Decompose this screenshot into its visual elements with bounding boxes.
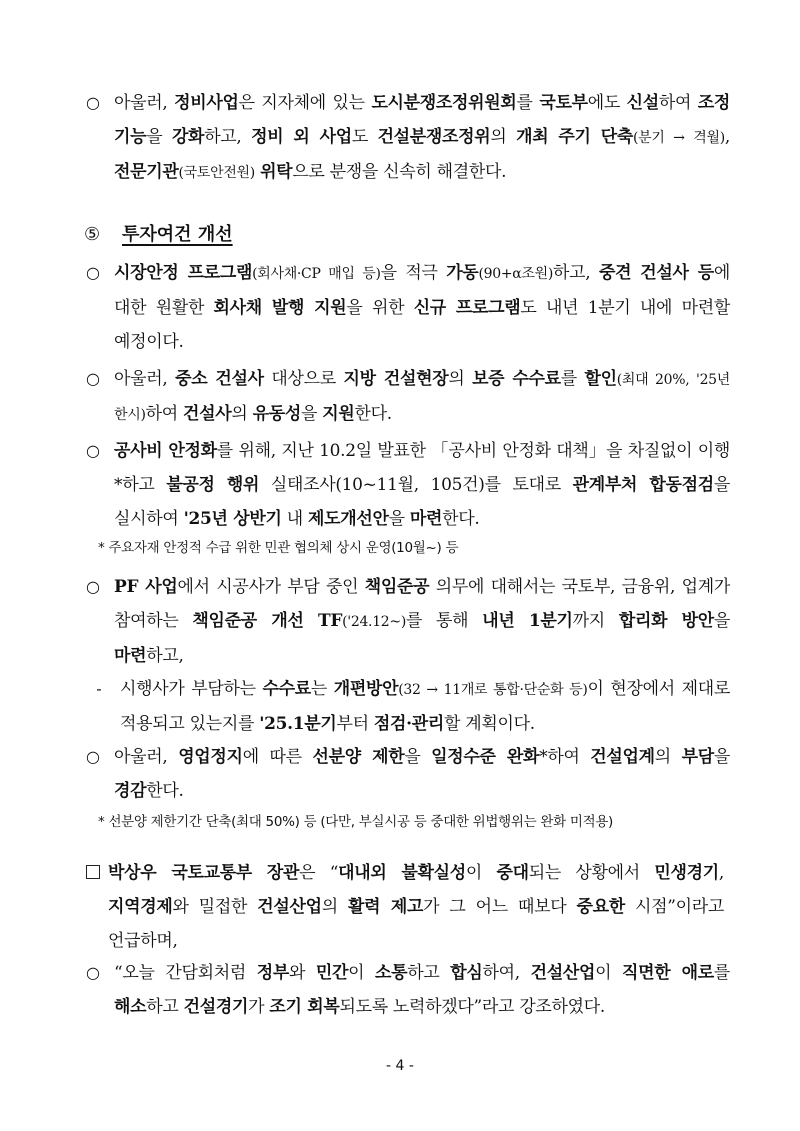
bullet-presale-limit: [0, 740, 800, 808]
footnote-presale: [0, 810, 800, 834]
bullet-guarantee-fee: [0, 362, 800, 432]
section-title: 투자여건 개선: [122, 224, 233, 245]
section-number: ⑤: [84, 224, 101, 245]
bullet-marker: ○: [86, 441, 100, 460]
paragraph-text: 아울러, 정비사업은 지자체에 있는 도시분쟁조정위원회를 국토부에도 신설하여 조정 기능을 강화하고, 정비 외 사업도 건설분쟁조정위의 개최 주기 단축(분기 → 격월), 전문기관(국토안전원) 위탁으로 분쟁을 신속히 해결한다.: [114, 93, 731, 182]
paragraph-text: 박상우 국토교통부 장관은 “대내외 불확실성이 중대되는 상황에서 민생경기, 지역경제와 밀접한 건설산업의 활력 제고가 그 어느 때보다 중요한 시점”이라고 언급하며,: [108, 863, 725, 951]
paragraph-text: “오늘 간담회처럼 정부와 민간이 소통하고 합심하여, 건설산업이 직면한 애로를 해소하고 건설경기가 조기 회복되도록 노력하겠다”라고 강조하였다.: [114, 963, 730, 1017]
paragraph-text: PF 사업에서 시공사가 부담 중인 책임준공 의무에 대해서는 국토부, 금융위, 업계가 참여하는 책임준공 개선 TF('24.12~)를 통해 내년 1분기까지 합리화 방안을 마련하고,: [114, 577, 731, 666]
subbullet-fee-reform: [0, 672, 800, 741]
bullet-construction-cost: [0, 434, 800, 536]
footnote-text: * 선분양 제한기간 단축(최대 50%) 등 (다만, 부실시공 등 중대한 위법행위는 완화 미적용): [98, 814, 614, 830]
bullet-marker: ○: [86, 577, 100, 596]
bullet-pf-responsibility: [0, 570, 800, 673]
dash-marker: -: [96, 679, 102, 698]
footnote-text: * 주요자재 안정적 수급 위한 민관 협의체 상시 운영(10월~) 등: [98, 540, 459, 556]
bullet-market-stability: [0, 256, 800, 359]
checkbox-marker: [78, 856, 108, 879]
paragraph-text: 시행사가 부담하는 수수료는 개편방안(32 → 11개로 통합·단순화 등)이 현장에서 제대로 적용되고 있는지를 '25.1분기부터 점검·관리할 계획이다.: [120, 679, 730, 734]
minister-statement: [0, 856, 800, 958]
bullet-marker: ○: [86, 93, 100, 112]
bullet-marker: ○: [86, 369, 100, 388]
bullet-marker: ○: [86, 263, 100, 282]
bullet-marker: ○: [86, 747, 100, 766]
paragraph-text: 아울러, 중소 건설사 대상으로 지방 건설현장의 보증 수수료를 할인(최대 20%, '25년 한시)하여 건설사의 유동성을 지원한다.: [114, 369, 731, 424]
paragraph-text: 공사비 안정화를 위해, 지난 10.2일 발표한 「공사비 안정화 대책」을 차질없이 이행*하고 불공정 행위 실태조사(10~11월, 105건)를 토대로 관계부처 합동점검을 실시하여 '25년 상반기 내 제도개선안을 마련한다.: [114, 441, 730, 529]
page-number: - 4 -: [386, 1058, 414, 1074]
bullet-minister-quote: [0, 956, 800, 1024]
bullet-dispute-mediation: [0, 86, 800, 190]
footnote-materials: [0, 536, 800, 560]
paragraph-text: 시장안정 프로그램(회사채·CP 매입 등)을 적극 가동(90+α조원)하고, 중견 건설사 등에 대한 원활한 회사채 발행 지원을 위한 신규 프로그램도 내년 1분기 내에 마련할 예정이다.: [114, 263, 731, 352]
bullet-marker: ○: [86, 963, 100, 982]
paragraph-text: 아울러, 영업정지에 따른 선분양 제한을 일정수준 완화*하여 건설업계의 부담을 경감한다.: [114, 747, 731, 801]
section-heading: [0, 218, 800, 252]
